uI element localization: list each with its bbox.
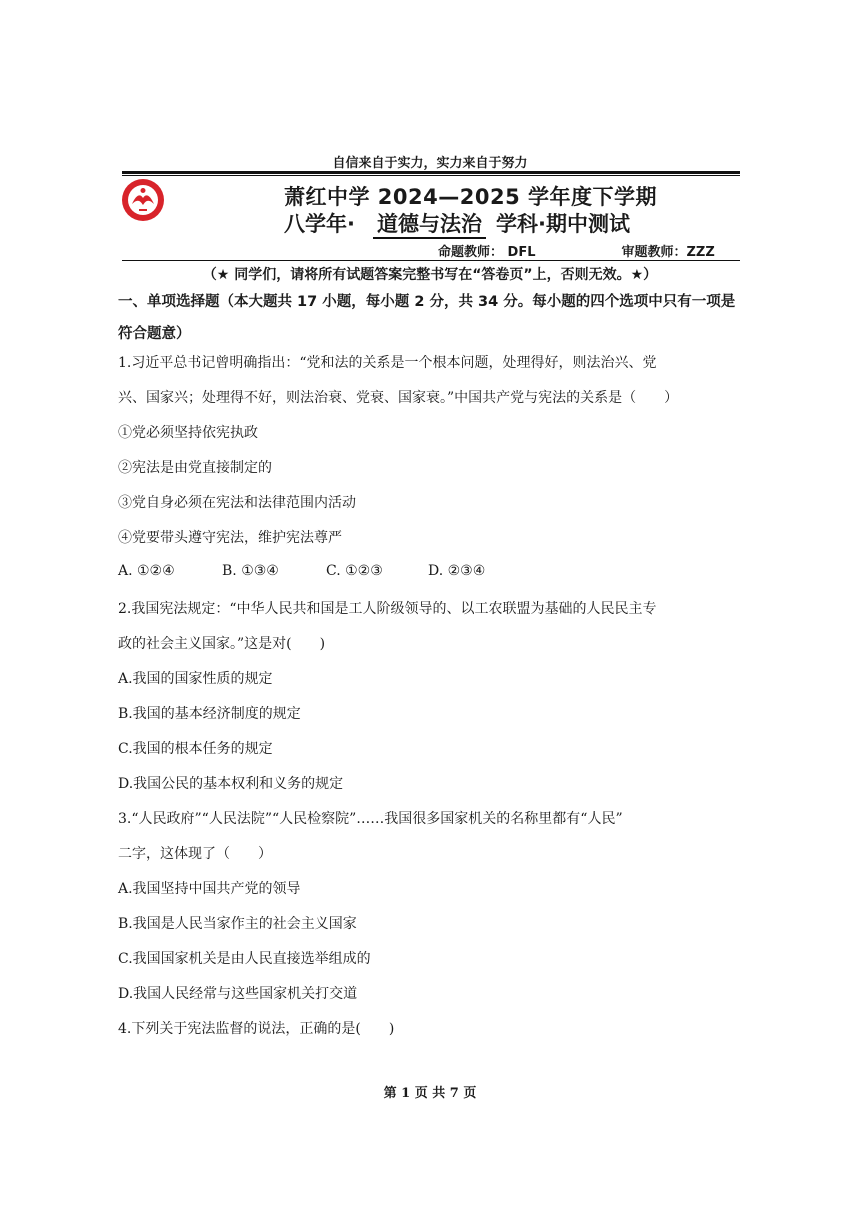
header-rule-bottom <box>122 260 740 261</box>
question-3-option-a: A.我国坚持中国共产党的领导 <box>118 881 301 897</box>
question-2-option-b: B.我国的基本经济制度的规定 <box>118 706 301 722</box>
question-3-stem-line1: 3.“人民政府”“人民法院”“人民检察院”……我国很多国家机关的名称里都有“人民” <box>118 811 623 827</box>
question-3-option-c: C.我国国家机关是由人民直接选举组成的 <box>118 951 371 967</box>
school-logo-icon <box>120 177 166 223</box>
exam-notice: （★ 同学们，请将所有试题答案完整书写在“答卷页”上，否则无效。★） <box>202 267 658 283</box>
question-3-stem-line2: 二字，这体现了（ ） <box>118 846 272 862</box>
question-1-option-a: A. ①②④ <box>118 563 175 579</box>
question-1-stem-line2: 兴、国家兴；处理得不好，则法治衰、党衰、国家衰。”中国共产党与宪法的关系是（ ） <box>118 390 679 406</box>
question-4-stem: 4.下列关于宪法监督的说法，正确的是( ) <box>118 1021 395 1037</box>
exam-title: 萧红中学 2024—2025 学年度下学期 <box>284 185 658 209</box>
teacher-info <box>438 241 715 260</box>
header-rule-thick <box>122 171 740 174</box>
question-3-option-d: D.我国人民经常与这些国家机关打交道 <box>118 986 358 1002</box>
question-1-item: ③党自身必须在宪法和法律范围内活动 <box>118 495 356 511</box>
header-rule-thin <box>122 175 740 176</box>
question-1-option-c: C. ①②③ <box>326 563 383 579</box>
question-1-item: ①党必须坚持依宪执政 <box>118 425 258 441</box>
question-2-option-d: D.我国公民的基本权利和义务的规定 <box>118 776 344 792</box>
subject-suffix: 学科·期中测试 <box>495 212 630 236</box>
question-1-item: ②宪法是由党直接制定的 <box>118 460 272 476</box>
question-2-option-c: C.我国的根本任务的规定 <box>118 741 273 757</box>
question-1-item: ④党要带头遵守宪法，维护宪法尊严 <box>118 530 342 546</box>
page-footer: 第 1 页 共 7 页 <box>383 1086 477 1101</box>
question-3-option-b: B.我国是人民当家作主的社会主义国家 <box>118 916 357 932</box>
question-1-stem-line1: 1.习近平总书记曾明确指出：“党和法的关系是一个根本问题，处理得好，则法治兴、党 <box>118 355 657 371</box>
question-2-stem-line1: 2.我国宪法规定：“中华人民共和国是工人阶级领导的、以工农联盟为基础的人民民主专 <box>118 601 657 617</box>
question-1-option-d: D. ②③④ <box>428 563 486 579</box>
question-2-stem-line2: 政的社会主义国家。”这是对( ) <box>118 636 326 652</box>
question-2-option-a: A.我国的国家性质的规定 <box>118 671 273 687</box>
section-title: 一、单项选择题（本大题共 17 小题，每小题 2 分，共 34 分。每小题的四个选项中只有一项是符合题意） <box>118 294 736 342</box>
grade-label: 八学年· <box>284 212 355 236</box>
reviewer-label: 审题教师：ZZZ <box>621 245 715 260</box>
exam-subtitle <box>284 208 630 239</box>
question-1-option-b: B. ①③④ <box>222 563 279 579</box>
school-motto: 自信来自于实力，实力来自于努力 <box>332 156 528 171</box>
subject-label: 道德与法治 <box>373 211 486 239</box>
setter-label: 命题教师： DFL <box>438 245 536 260</box>
